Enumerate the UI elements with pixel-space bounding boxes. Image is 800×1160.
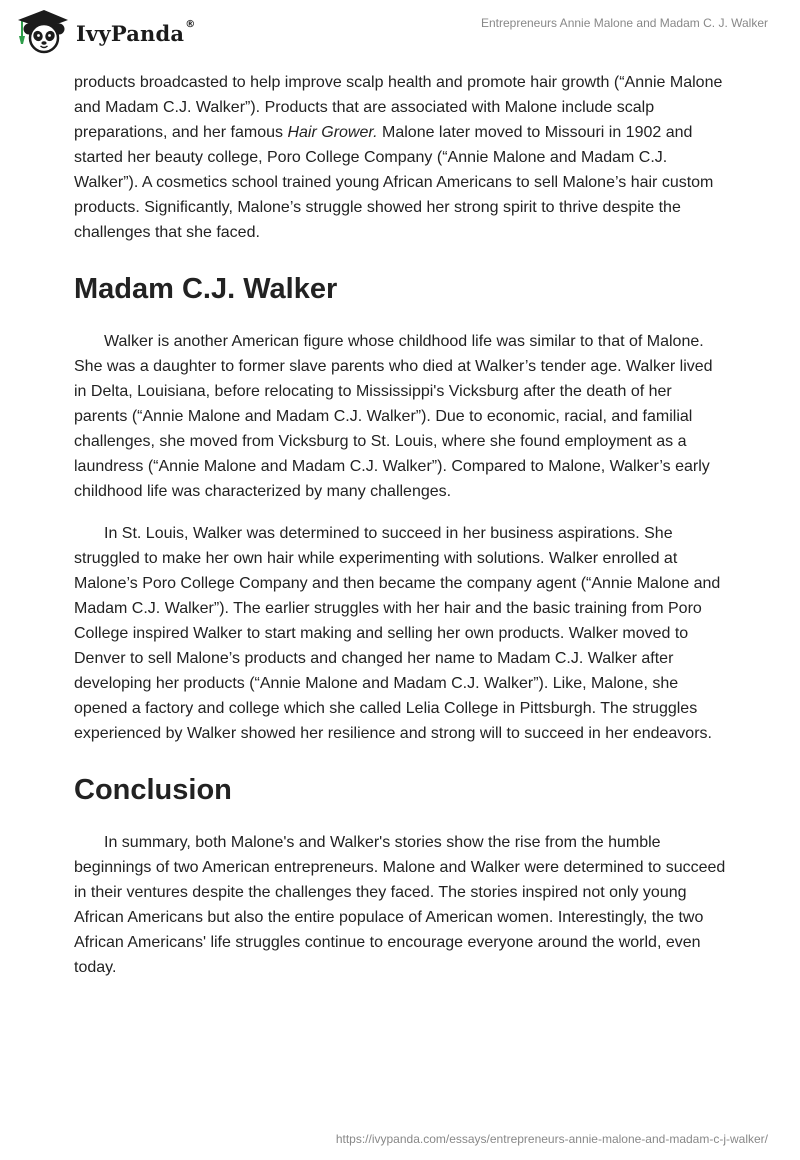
paragraph-walker-childhood: Walker is another American figure whose childhood life was similar to that of Malone. She was a daughter to former slave parents who died at Walker’s tender age. Walker lived in Delta, Louisiana, before relocating to Mississippi's Vicksburg after the death of her parents (“Annie Malone and Madam C.J. Walker”). Due to economic, racial, and familial challenges, she moved from Vicksburg to St. Louis, where she found employment as a laundress (“Annie Malone and Madam C.J. Walker”). Compared to Malone, Walker’s early childhood life was characterized by many challenges. xyxy=(74,333,713,500)
essay-body xyxy=(74,70,726,980)
ivypanda-logo[interactable] xyxy=(14,8,195,54)
document-title: Entrepreneurs Annie Malone and Madam C. J. Walker xyxy=(480,16,768,30)
heading-madam-walker: Madam C.J. Walker xyxy=(74,273,338,305)
paragraph-conclusion: In summary, both Malone's and Walker's stories show the rise from the humble beginnings of two American entrepreneurs. Malone and Walker were determined to succeed in their ventures despite the challenges they faced. The stories inspired not only young African Americans but also the entire populace of American women. Interestingly, the two African Americans' life struggles continue to encourage everyone around the world, even today. xyxy=(74,834,726,976)
paragraph-text: Malone later moved to Missouri in 1902 and started her beauty college, Poro College Company (“Annie Malone and Madam C.J. Walker”). A cosmetics school trained young African Americans to sell Malone’s hair custom products. Significantly, Malone’s struggle showed her strong spirit to thrive despite the challenges that she faced. xyxy=(74,124,714,241)
paragraph-text: products broadcasted to help improve scalp health and promote hair growth (“Annie Malone and Madam C.J. Walker”). Products that are associated with Malone include scalp preparations, and her famous xyxy=(74,74,723,141)
registered-mark: ® xyxy=(185,18,196,30)
source-url[interactable]: https://ivypanda.com/essays/entrepreneurs-annie-malone-and-madam-c-j-walker/ xyxy=(335,1132,768,1146)
paragraph-malone-continued xyxy=(74,70,726,245)
logo-text: IvyPanda® xyxy=(76,18,196,46)
heading-conclusion: Conclusion xyxy=(74,774,232,806)
page-header xyxy=(0,0,800,60)
paragraph-walker-st-louis: In St. Louis, Walker was determined to succeed in her business aspirations. She struggled to make her own hair while experimenting with solutions. Walker enrolled at Malone’s Poro College Company and then became the company agent (“Annie Malone and Madam C.J. Walker”). The earlier struggles with her hair and the basic training from Poro College inspired Walker to start making and selling her own products. Walker moved to Denver to sell Malone’s products and changed her name to Madam C.J. Walker after developing her products (“Annie Malone and Madam C.J. Walker”). Like, Malone, she opened a factory and college which she called Lelia College in Pittsburgh. The struggles experienced by Walker showed her resilience and strong will to succeed in her endeavors. xyxy=(74,525,721,742)
italic-product-name: Hair Grower. xyxy=(287,124,378,141)
panda-graduate-icon xyxy=(14,8,70,54)
